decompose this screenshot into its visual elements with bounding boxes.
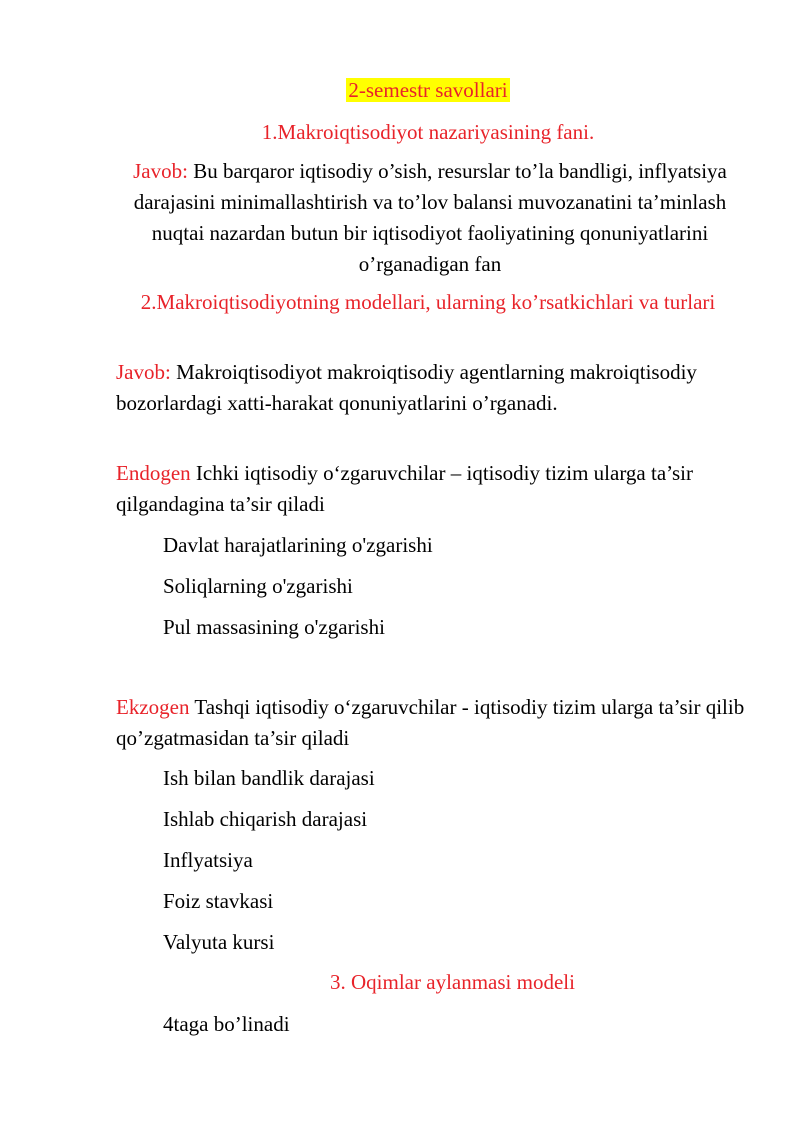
list-item: Inflyatsiya xyxy=(163,848,253,872)
list-item: Valyuta kursi xyxy=(163,930,275,954)
question-2-answer xyxy=(116,357,756,419)
answer-text: Bu barqaror iqtisodiy o’sish, resurslar to’la bandligi, inflyatsiya darajasini minimallashtirish va to’lov balansi muvozanatini ta’minlash nuqtai nazardan butun bir iqtisodiyot faoliyatining qonuniyatlarini o’rganadigan fan xyxy=(133,159,727,276)
question-3-heading: 3. Oqimlar aylanmasi modeli xyxy=(330,970,575,994)
list-item: 4taga bo’linadi xyxy=(163,1012,290,1036)
answer-text: Makroiqtisodiyot makroiqtisodiy agentlarning makroiqtisodiy bozorlardagi xatti-harakat qonuniyatlarini o’rganadi. xyxy=(116,360,697,415)
list-item: Soliqlarning o'zgarishi xyxy=(163,574,353,598)
endogen-definition xyxy=(116,458,756,520)
list-item: Davlat harajatlarining o'zgarishi xyxy=(163,533,433,557)
list-item: Foiz stavkasi xyxy=(163,889,274,913)
list-item: Ishlab chiqarish darajasi xyxy=(163,807,368,831)
page-title: 2-semestr savollari xyxy=(348,78,508,102)
answer-label: Javob: xyxy=(133,159,188,183)
question-2-heading: 2.Makroiqtisodiyotning modellari, ularning ko’rsatkichlari va turlari xyxy=(140,290,716,314)
title-line xyxy=(0,76,800,104)
ekzogen-text: Tashqi iqtisodiy o‘zgaruvchilar - iqtisodiy tizim ularga ta’sir qilib qo’zgatmasidan ta’sir qiladi xyxy=(116,695,745,750)
list-item: Pul massasining o'zgarishi xyxy=(163,615,385,639)
endogen-list xyxy=(163,530,433,653)
answer-label: Javob: xyxy=(116,360,171,384)
endogen-label: Endogen xyxy=(116,461,191,485)
ekzogen-label: Ekzogen xyxy=(116,695,190,719)
ekzogen-definition xyxy=(116,692,756,754)
list-item: Ish bilan bandlik darajasi xyxy=(163,766,375,790)
ekzogen-list xyxy=(163,763,375,968)
question-3-list xyxy=(163,1009,290,1050)
endogen-text: Ichki iqtisodiy o‘zgaruvchilar – iqtisodiy tizim ularga ta’sir qilgandagina ta’sir qiladi xyxy=(116,461,693,516)
question-1-answer xyxy=(110,156,750,280)
question-1-heading: 1.Makroiqtisodiyot nazariyasining fani. xyxy=(261,120,595,144)
